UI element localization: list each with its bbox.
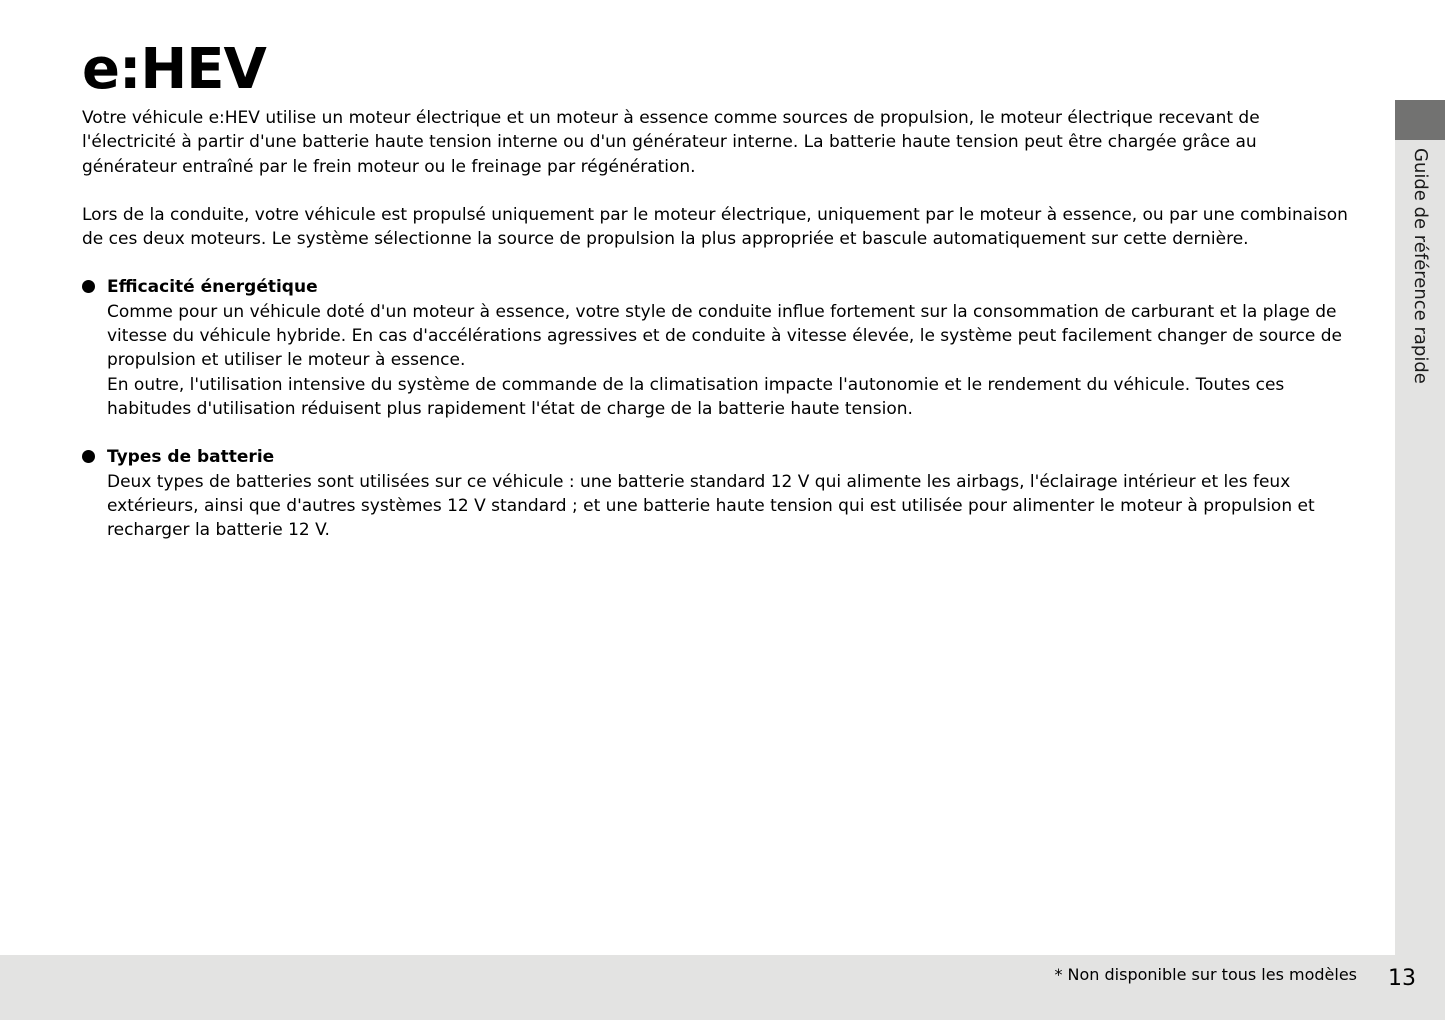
section-paragraph: Deux types de batteries sont utilisées sur ce véhicule : une batterie standard 12 V qui alimente les airbags, l'éclairage intérieur et les feux extérieurs, ainsi que d'autres systèmes 12 V standard ; et une batterie haute tension qui est utilisée pour alimenter le moteur à propulsion et recharger la batterie 12 V. xyxy=(107,471,1315,541)
bullet-icon xyxy=(82,280,95,293)
section-heading-text: Efficacité énergétique xyxy=(107,277,318,298)
footer-bar xyxy=(0,955,1395,1020)
section-energy-efficiency xyxy=(82,275,1354,421)
section-paragraph: En outre, l'utilisation intensive du système de commande de la climatisation impacte l'autonomie et le rendement du véhicule. Toutes ces habitudes d'utilisation réduisent plus rapidement l'état de charge de la batterie haute tension. xyxy=(107,374,1285,419)
section-heading-text: Types de batterie xyxy=(107,447,275,468)
section-paragraph: Comme pour un véhicule doté d'un moteur à essence, votre style de conduite influe fortement sur la consommation de carburant et la plage de vitesse du véhicule hybride. En cas d'accélérations agressives et de conduite à vitesse élevée, le système peut facilement changer de source de propulsion et utiliser le moteur à essence. xyxy=(107,301,1342,371)
side-tab-label: Guide de référence rapide xyxy=(1410,148,1431,384)
main-content xyxy=(82,106,1354,566)
section-battery-types xyxy=(82,445,1354,542)
footnote: * Non disponible sur tous les modèles xyxy=(1054,965,1357,984)
page-title: e:HEV xyxy=(82,37,266,102)
side-tab-marker xyxy=(1395,100,1445,140)
driving-paragraph: Lors de la conduite, votre véhicule est propulsé uniquement par le moteur électrique, uniquement par le moteur à essence, ou par une combinaison de ces deux moteurs. Le système sélectionne la source de propulsion la plus appropriée et bascule automatiquement sur cette dernière. xyxy=(82,204,1348,250)
page-number: 13 xyxy=(1388,966,1416,991)
section-heading xyxy=(82,445,1354,469)
intro-paragraph: Votre véhicule e:HEV utilise un moteur électrique et un moteur à essence comme sources de propulsion, le moteur électrique recevant de l'électricité à partir d'une batterie haute tension interne ou d'un générateur interne. La batterie haute tension peut être chargée grâce au générateur entraîné par le frein moteur ou le freinage par régénération. xyxy=(82,108,1260,177)
section-body xyxy=(82,300,1354,421)
section-heading xyxy=(82,275,1354,299)
side-tab[interactable] xyxy=(1395,100,1445,1020)
section-body xyxy=(82,470,1354,543)
bullet-icon xyxy=(82,450,95,463)
